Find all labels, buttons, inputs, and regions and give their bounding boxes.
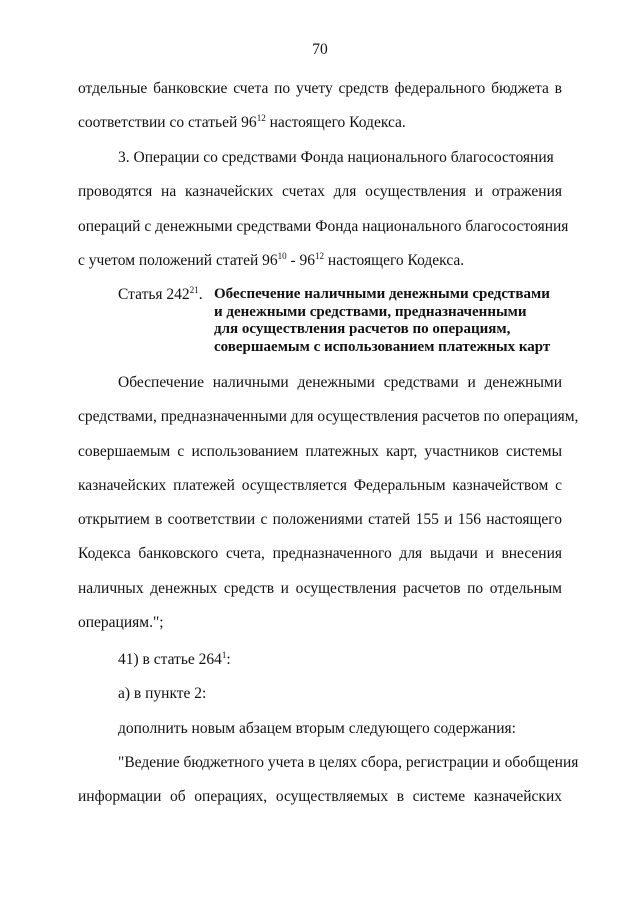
paragraph-2-line-2: проводятся на казначейских счетах для осуществления и отражения — [78, 183, 562, 201]
paragraph-4 — [78, 746, 579, 815]
item-41: 41) в статье $264^1$: — [118, 650, 231, 668]
paragraph-4-line-1: "Ведение бюджетного учета в целях сбора, регистрации и обобщения — [118, 754, 579, 771]
paragraph-2 — [78, 141, 569, 278]
paragraph-1 — [78, 72, 562, 141]
article-title-line: и денежными средствами, предназначенными — [214, 303, 527, 320]
article-label: Статья $242^{21}$. — [118, 285, 203, 303]
paragraph-3-line: Кодекса банковского счета, предназначенного для выдачи и внесения — [78, 545, 562, 563]
item-add: дополнить новым абзацем вторым следующего содержания: — [118, 719, 516, 737]
paragraph-3-line: казначейских платежей осуществляется Федеральным казначейством с — [78, 476, 562, 494]
paragraph-3-line: Обеспечение наличными денежными средствами и денежными — [118, 374, 562, 391]
article-title — [214, 286, 564, 356]
item-list — [78, 643, 562, 746]
article-title-line: для осуществления расчетов по операциям, — [214, 321, 511, 338]
paragraph-1-line-1: отдельные банковские счета по учету средств федерального бюджета в — [78, 80, 562, 97]
paragraph-2-line-3: операций с денежными средствами Фонда национального благосостояния — [78, 217, 569, 235]
article-title-line: Обеспечение наличными денежными средствами — [214, 286, 550, 302]
paragraph-3 — [78, 366, 579, 640]
page-number: 70 — [312, 41, 328, 58]
paragraph-2-line-4: с учетом положений статей $96^{10} - 96^{12}$ настоящего Кодекса. — [78, 250, 465, 269]
paragraph-1-line-2: соответствии со статьей $96^{12}$ настоящего Кодекса. — [78, 113, 406, 132]
paragraph-3-line: совершаемым с использованием платежных карт, участников системы — [78, 442, 562, 460]
paragraph-2-line-1: 3. Операции со средствами Фонда национального благосостояния — [118, 149, 554, 166]
paragraph-3-line: наличных денежных средств и осуществления расчетов по отдельным — [78, 579, 562, 597]
superscript: 12 — [256, 113, 266, 124]
paragraph-3-line: средствами, предназначенными для осуществления расчетов по операциям, — [78, 408, 579, 426]
paragraph-4-line-2: информации об операциях, осуществляемых в системе казначейских — [78, 788, 562, 806]
paragraph-3-line: операциям."; — [78, 614, 164, 632]
item-a: а) в пункте 2: — [118, 685, 207, 703]
article-title-line: совершаемым с использованием платежных карт — [214, 338, 551, 355]
paragraph-3-line: открытием в соответствии с положениями статей 155 и 156 настоящего — [78, 511, 562, 529]
